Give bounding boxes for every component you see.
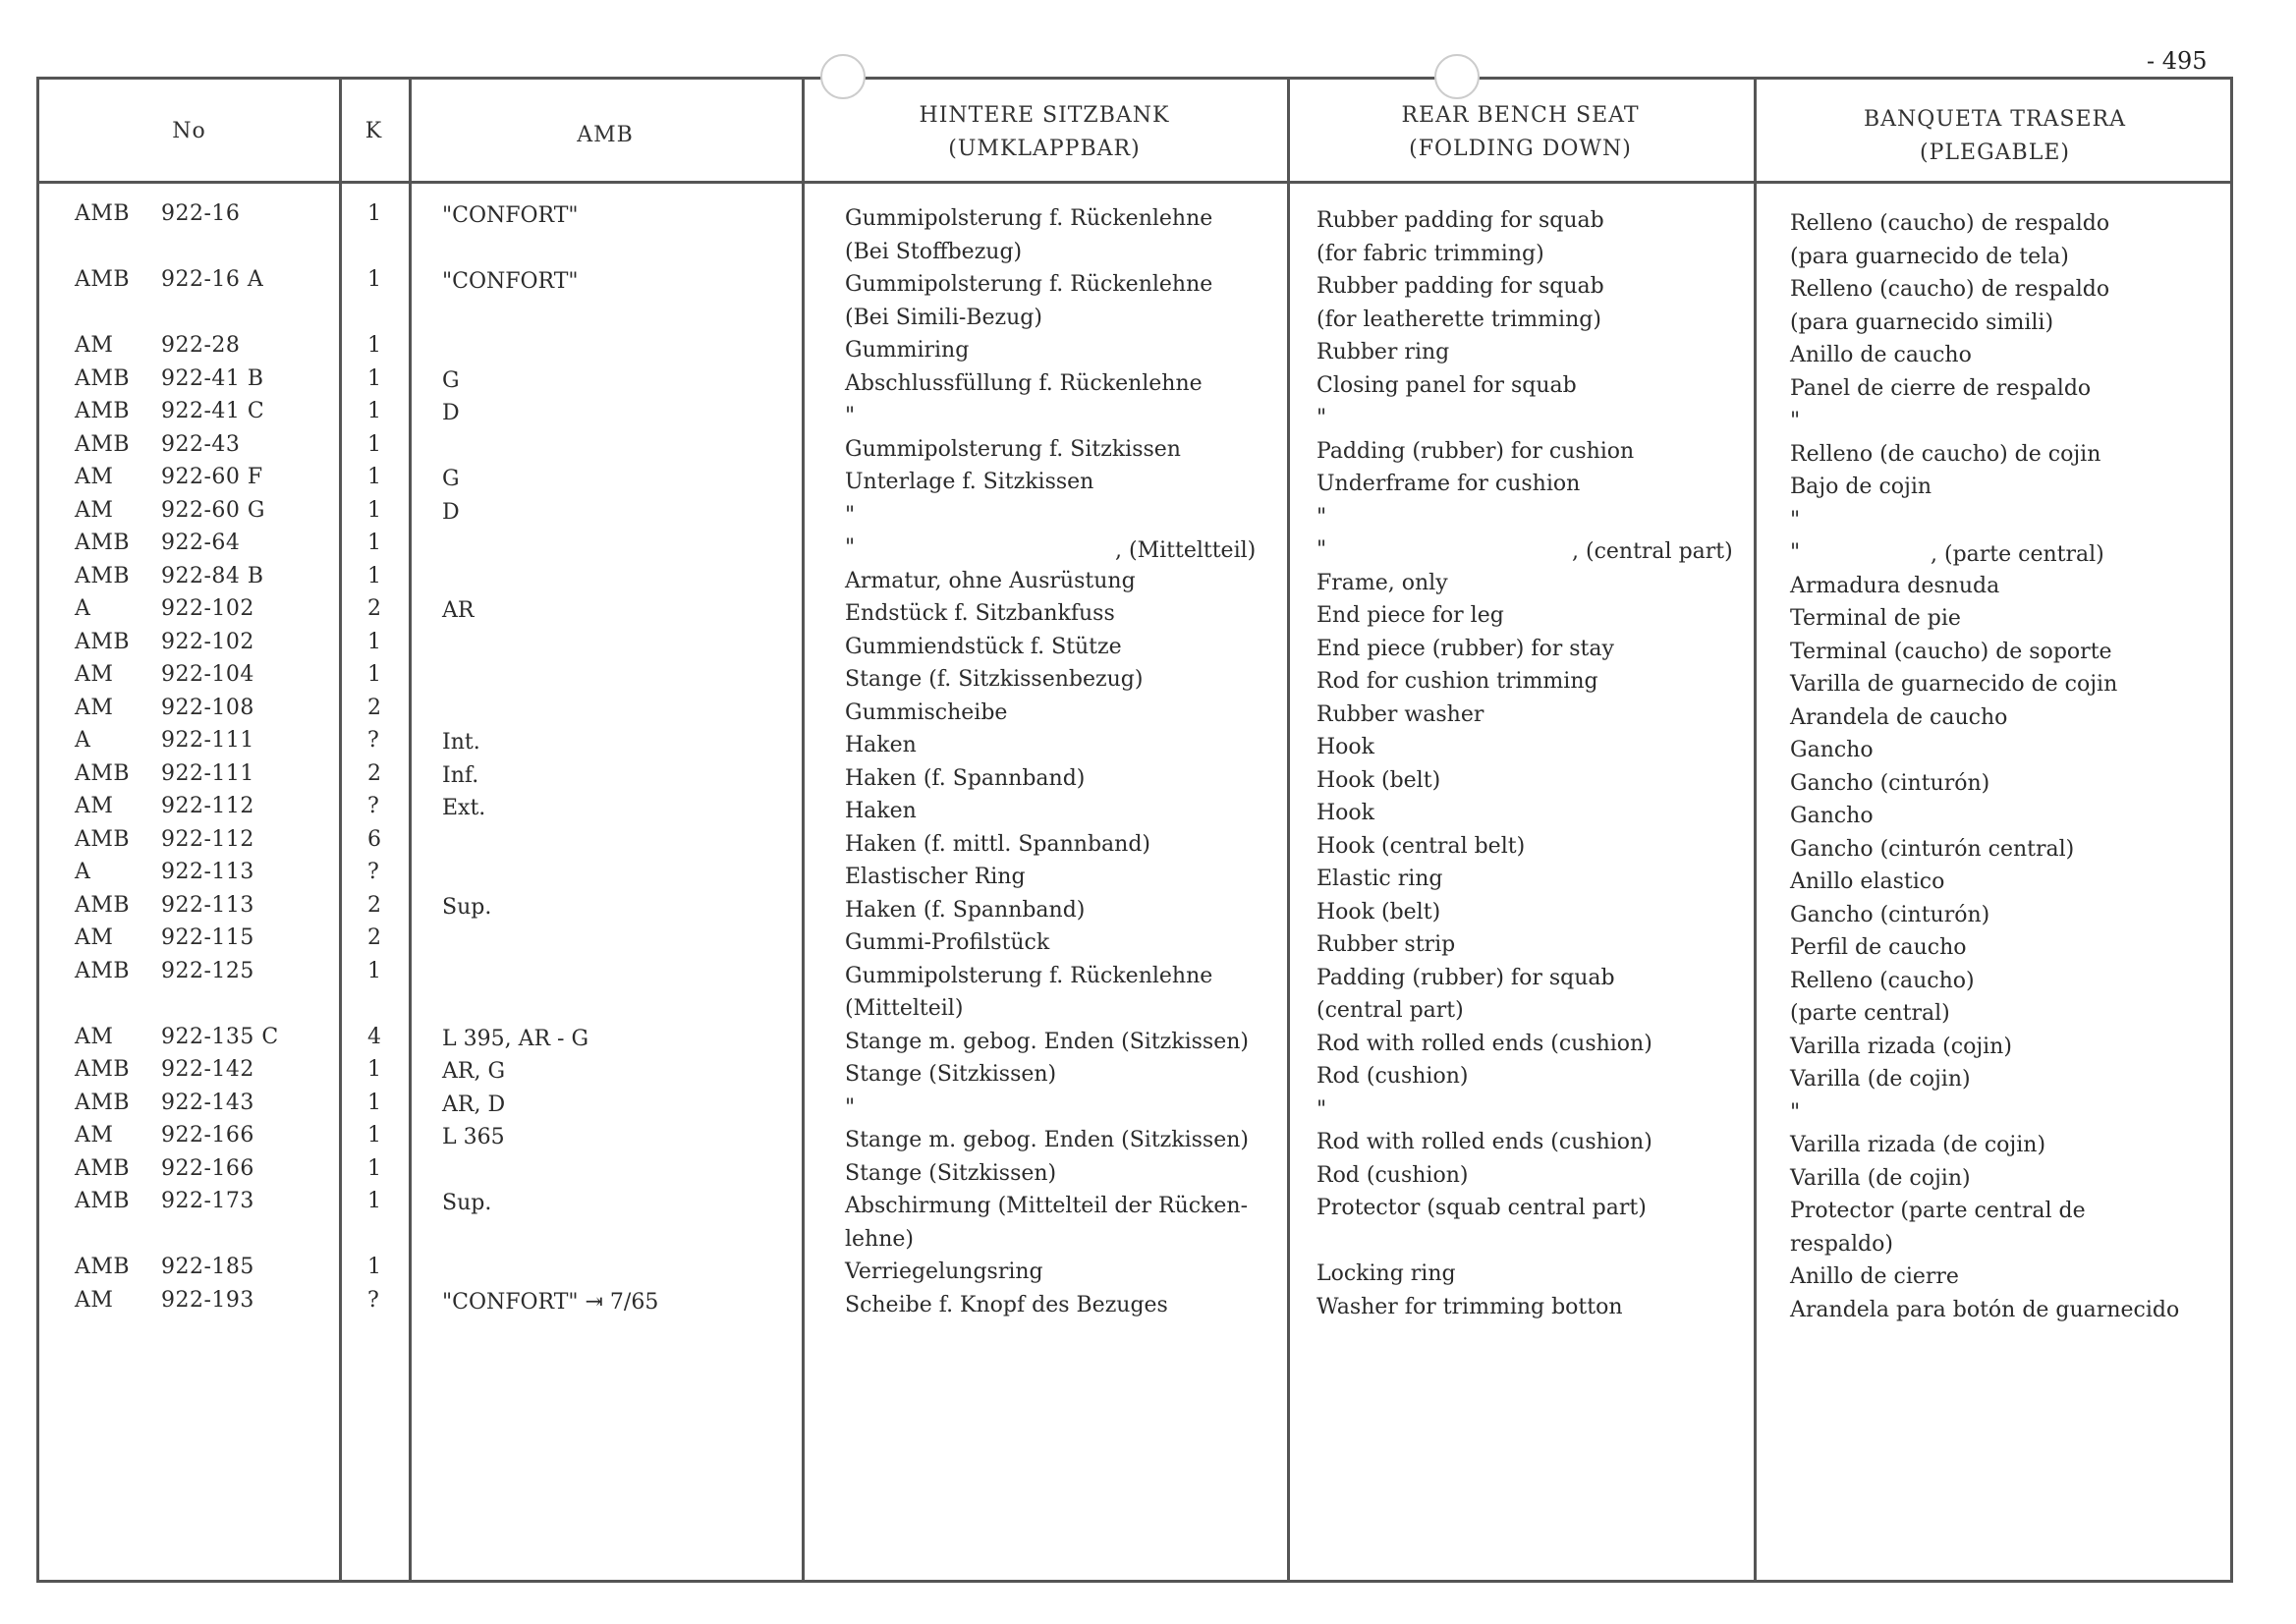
row-german: Stange m. gebog. Enden (Sitzkissen) <box>845 1029 1249 1054</box>
header-german <box>802 99 1287 166</box>
row-english: Rubber strip <box>1316 932 1456 957</box>
row-german: lehne) <box>845 1226 914 1252</box>
row-english: Hook (central belt) <box>1316 833 1526 859</box>
punch-hole <box>1434 54 1480 99</box>
row-part-number: 922-104 <box>161 662 254 687</box>
row-part-number: 922-173 <box>161 1189 254 1213</box>
row-english: Rubber padding for squab <box>1316 274 1604 299</box>
row-german: Haken <box>845 799 917 823</box>
row-spanish: Panel de cierre de respaldo <box>1790 375 2092 401</box>
header-english <box>1287 99 1754 166</box>
row-prefix: AMB <box>75 563 131 588</box>
row-english: Hook <box>1316 735 1375 759</box>
row-english: " <box>1316 1096 1327 1122</box>
row-german: " <box>845 404 856 428</box>
row-quantity: 1 <box>367 497 382 523</box>
row-german: (Bei Simili-Bezug) <box>845 305 1042 330</box>
row-german: Scheibe f. Knopf des Bezuges <box>845 1292 1168 1317</box>
row-part-number: 922-135 C <box>161 1024 279 1049</box>
row-prefix: AM <box>75 695 114 720</box>
row-prefix: A <box>75 860 91 884</box>
row-amb: AR, G <box>442 1059 506 1084</box>
row-spanish: Gancho (cinturón) <box>1790 902 1990 927</box>
row-spanish: Varilla (de cojin) <box>1790 1067 1971 1092</box>
row-english: (for leatherette trimming) <box>1316 307 1601 332</box>
row-part-number: 922-41 B <box>161 365 264 391</box>
row-quantity: 1 <box>367 399 382 423</box>
row-quantity: 1 <box>367 1123 382 1148</box>
divider-no-k <box>339 80 342 1580</box>
row-amb: G <box>442 367 460 393</box>
header-spanish <box>1754 103 2236 170</box>
punch-hole <box>820 54 866 99</box>
row-german: Armatur, ohne Ausrüstung <box>845 568 1136 593</box>
row-german: Gummiring <box>845 338 970 363</box>
row-part-number: 922-102 <box>161 629 254 654</box>
row-prefix: AMB <box>75 892 131 918</box>
row-spanish: Gancho <box>1790 738 1874 762</box>
row-spanish: Bajo de cojin <box>1790 475 1932 499</box>
row-german: Haken (f. mittl. Spannband) <box>845 831 1150 857</box>
row-amb: AR <box>442 598 475 623</box>
row-amb: L 395, AR - G <box>442 1026 589 1051</box>
row-german: Gummipolsterung f. Rückenlehne <box>845 206 1213 231</box>
row-prefix: AMB <box>75 1090 131 1115</box>
row-part-number: 922-43 <box>161 431 241 457</box>
row-german: Haken (f. Spannband) <box>845 897 1086 923</box>
header-divider <box>39 181 2230 184</box>
divider-amb-de <box>802 80 805 1580</box>
row-amb: AR, D <box>442 1092 506 1117</box>
row-prefix: AM <box>75 662 114 687</box>
row-german: Gummipolsterung f. Rückenlehne <box>845 963 1213 988</box>
row-prefix: A <box>75 596 91 621</box>
row-german: Gummischeibe <box>845 700 1008 725</box>
row-quantity: 1 <box>367 465 382 489</box>
row-quantity: 2 <box>367 925 382 950</box>
row-german: Gummiendstück f. Stütze <box>845 634 1122 659</box>
row-spanish: Perfil de caucho <box>1790 935 1967 960</box>
row-spanish: Varilla de guarnecido de cojin <box>1790 672 2118 697</box>
row-part-number: 922-28 <box>161 333 241 358</box>
row-spanish: Gancho (cinturón) <box>1790 770 1990 796</box>
row-prefix: AMB <box>75 629 131 654</box>
row-spanish: Relleno (de caucho) de cojin <box>1790 441 2101 467</box>
row-spanish: (parte central) <box>1790 1001 1950 1026</box>
row-spanish: " <box>1790 540 1801 565</box>
row-part-number: 922-166 <box>161 1123 254 1148</box>
row-quantity: 2 <box>367 892 382 918</box>
row-english: Rod (cushion) <box>1316 1162 1469 1188</box>
row-part-number: 922-41 C <box>161 399 265 423</box>
row-amb: L 365 <box>442 1125 505 1149</box>
row-english: (central part) <box>1316 998 1464 1023</box>
row-part-number: 922-108 <box>161 695 254 720</box>
row-prefix: AMB <box>75 1189 131 1213</box>
row-english: Hook (belt) <box>1316 899 1441 924</box>
row-spanish: " <box>1790 409 1801 433</box>
row-prefix: AMB <box>75 201 131 226</box>
row-english: Rod with rolled ends (cushion) <box>1316 1031 1652 1056</box>
row-quantity: ? <box>367 728 380 753</box>
row-english: Locking ring <box>1316 1261 1456 1286</box>
row-quantity: 2 <box>367 760 382 786</box>
row-english: Rubber ring <box>1316 340 1450 364</box>
row-german: " <box>845 502 856 528</box>
row-spanish: Arandela para botón de guarnecido <box>1790 1297 2180 1322</box>
row-part-number: 922-60 F <box>161 465 263 489</box>
row-part-number: 922-112 <box>161 794 254 818</box>
row-prefix: AM <box>75 497 114 523</box>
row-spanish: Anillo de caucho <box>1790 343 1972 367</box>
row-spanish: Relleno (caucho) <box>1790 968 1975 993</box>
row-prefix: AM <box>75 794 114 818</box>
row-part-number: 922-84 B <box>161 563 264 588</box>
row-prefix: AMB <box>75 399 131 423</box>
row-amb: Ext. <box>442 796 486 820</box>
header-spanish-line1: BANQUETA TRASERA <box>1863 107 2126 132</box>
row-prefix: AMB <box>75 1255 131 1279</box>
row-spanish: Anillo elastico <box>1790 869 1945 894</box>
row-english: End piece for leg <box>1316 603 1504 628</box>
row-amb: "CONFORT" ⇥ 7/65 <box>442 1289 659 1315</box>
header-english-line1: REAR BENCH SEAT <box>1401 103 1640 128</box>
row-spanish: Relleno (caucho) de respaldo <box>1790 211 2110 236</box>
row-part-number: 922-64 <box>161 531 241 555</box>
header-german-line1: HINTERE SITZBANK <box>919 103 1170 128</box>
row-english: Padding (rubber) for cushion <box>1316 438 1635 464</box>
row-part-number: 922-60 G <box>161 497 265 523</box>
divider-k-amb <box>409 80 412 1580</box>
row-part-number: 922-111 <box>161 760 254 786</box>
row-prefix: AM <box>75 1024 114 1049</box>
row-prefix: AM <box>75 333 114 358</box>
row-german: Stange (Sitzkissen) <box>845 1160 1057 1186</box>
row-quantity: 4 <box>367 1024 382 1049</box>
header-spanish-line2: (PLEGABLE) <box>1920 140 2070 165</box>
row-english: " <box>1316 504 1327 530</box>
spanish-suffix: , (parte central) <box>1931 542 2104 567</box>
row-german: Endstück f. Sitzbankfuss <box>845 601 1115 626</box>
row-part-number: 922-113 <box>161 860 254 884</box>
row-prefix: AMB <box>75 531 131 555</box>
row-english: Elastic ring <box>1316 867 1443 891</box>
row-prefix: AMB <box>75 958 131 983</box>
row-part-number: 922-112 <box>161 826 254 852</box>
row-prefix: A <box>75 728 91 753</box>
row-amb: Sup. <box>442 894 492 920</box>
row-english: Protector (squab central part) <box>1316 1196 1647 1220</box>
row-english: Closing panel for squab <box>1316 372 1577 398</box>
row-quantity: 1 <box>367 1255 382 1279</box>
row-quantity: 1 <box>367 431 382 457</box>
english-suffix: , (central part) <box>1572 539 1733 564</box>
row-amb: Sup. <box>442 1191 492 1215</box>
parts-table <box>36 77 2233 1583</box>
row-german: (Bei Stoffbezug) <box>845 239 1023 264</box>
row-german: Stange (Sitzkissen) <box>845 1062 1057 1087</box>
row-english: Rod with rolled ends (cushion) <box>1316 1130 1652 1154</box>
row-english: End piece (rubber) for stay <box>1316 636 1614 661</box>
row-english: Rod (cushion) <box>1316 1064 1469 1089</box>
row-spanish: Anillo de cierre <box>1790 1264 1959 1289</box>
row-english: Rubber washer <box>1316 701 1484 727</box>
row-english: Frame, only <box>1316 570 1448 595</box>
header-german-line2: (UMKLAPPBAR) <box>948 137 1141 161</box>
row-prefix: AMB <box>75 826 131 852</box>
row-english: Rod for cushion trimming <box>1316 669 1598 694</box>
row-part-number: 922-113 <box>161 892 254 918</box>
row-prefix: AMB <box>75 760 131 786</box>
row-quantity: 1 <box>367 365 382 391</box>
row-quantity: ? <box>367 860 380 884</box>
row-quantity: 6 <box>367 826 382 852</box>
row-german: Haken (f. Spannband) <box>845 765 1086 791</box>
row-part-number: 922-143 <box>161 1090 254 1115</box>
row-german: " <box>845 535 856 560</box>
row-english: Underframe for cushion <box>1316 472 1581 496</box>
row-quantity: ? <box>367 794 380 818</box>
row-english: " <box>1316 406 1327 430</box>
row-quantity: 2 <box>367 596 382 621</box>
row-english: Hook (belt) <box>1316 767 1441 793</box>
row-quantity: 1 <box>367 629 382 654</box>
row-english: Rubber padding for squab <box>1316 208 1604 233</box>
header-english-line2: (FOLDING DOWN) <box>1409 137 1632 161</box>
header-k: K <box>364 119 383 143</box>
row-german: Abschlussfüllung f. Rückenlehne <box>845 370 1203 396</box>
row-amb: D <box>442 499 460 525</box>
row-quantity: 1 <box>367 1189 382 1213</box>
row-amb: G <box>442 467 460 491</box>
row-german: Gummipolsterung f. Sitzkissen <box>845 436 1181 462</box>
row-german: Gummipolsterung f. Rückenlehne <box>845 272 1213 297</box>
header-amb: AMB <box>577 123 634 147</box>
row-quantity: 1 <box>367 563 382 588</box>
german-suffix: , (Mitteltteil) <box>1115 538 1257 563</box>
row-part-number: 922-115 <box>161 925 254 950</box>
row-prefix: AMB <box>75 1057 131 1082</box>
divider-de-en <box>1287 80 1290 1580</box>
row-quantity: 1 <box>367 531 382 555</box>
row-spanish: Terminal de pie <box>1790 606 1961 631</box>
row-quantity: 1 <box>367 1155 382 1181</box>
row-quantity: 1 <box>367 267 382 292</box>
row-spanish: Gancho (cinturón central) <box>1790 836 2075 862</box>
page-number: - 495 <box>2147 47 2208 75</box>
row-prefix: AM <box>75 465 114 489</box>
row-german: Abschirmung (Mittelteil der Rücken- <box>845 1194 1249 1218</box>
row-quantity: 1 <box>367 333 382 358</box>
row-spanish: respaldo) <box>1790 1231 1893 1257</box>
row-part-number: 922-16 <box>161 201 241 226</box>
row-german: Verriegelungsring <box>845 1260 1043 1284</box>
row-quantity: 1 <box>367 201 382 226</box>
row-prefix: AMB <box>75 431 131 457</box>
row-part-number: 922-193 <box>161 1287 254 1313</box>
row-spanish: Gancho <box>1790 804 1874 828</box>
row-prefix: AM <box>75 1287 114 1313</box>
row-english: (for fabric trimming) <box>1316 241 1544 266</box>
row-spanish: (para guarnecido simili) <box>1790 309 2054 335</box>
row-spanish: Protector (parte central de <box>1790 1199 2086 1223</box>
row-part-number: 922-185 <box>161 1255 254 1279</box>
row-quantity: 1 <box>367 662 382 687</box>
row-english: " <box>1316 537 1327 562</box>
row-amb: D <box>442 401 460 425</box>
row-english: Hook <box>1316 801 1375 825</box>
row-quantity: 1 <box>367 1090 382 1115</box>
row-german: (Mittelteil) <box>845 996 964 1021</box>
row-prefix: AM <box>75 925 114 950</box>
row-prefix: AMB <box>75 1155 131 1181</box>
row-amb: Inf. <box>442 762 479 788</box>
row-german: Elastischer Ring <box>845 865 1026 889</box>
row-quantity: 2 <box>367 695 382 720</box>
row-part-number: 922-111 <box>161 728 254 753</box>
row-spanish: Varilla rizada (de cojin) <box>1790 1133 2046 1157</box>
row-german: Haken <box>845 733 917 757</box>
row-spanish: Armadura desnuda <box>1790 573 2000 598</box>
row-german: Unterlage f. Sitzkissen <box>845 470 1094 494</box>
row-german: Stange m. gebog. Enden (Sitzkissen) <box>845 1128 1249 1152</box>
header-no: No <box>172 119 206 143</box>
row-part-number: 922-125 <box>161 958 254 983</box>
row-prefix: AMB <box>75 365 131 391</box>
row-english: Washer for trimming botton <box>1316 1294 1623 1319</box>
row-part-number: 922-166 <box>161 1155 254 1181</box>
row-amb: Int. <box>442 730 480 755</box>
row-spanish: Varilla (de cojin) <box>1790 1165 1971 1191</box>
row-spanish: " <box>1790 1099 1801 1125</box>
row-spanish: Arandela de caucho <box>1790 704 2008 730</box>
row-amb: "CONFORT" <box>442 203 579 228</box>
row-spanish: Relleno (caucho) de respaldo <box>1790 277 2110 302</box>
row-english: Padding (rubber) for squab <box>1316 965 1615 990</box>
row-spanish: (para guarnecido de tela) <box>1790 244 2069 269</box>
row-spanish: " <box>1790 507 1801 532</box>
row-german: Stange (f. Sitzkissenbezug) <box>845 667 1144 692</box>
row-spanish: Varilla rizada (cojin) <box>1790 1034 2012 1059</box>
row-prefix: AM <box>75 1123 114 1148</box>
row-quantity: 1 <box>367 958 382 983</box>
row-prefix: AMB <box>75 267 131 292</box>
row-german: Gummi-Profilstück <box>845 930 1050 955</box>
row-quantity: 1 <box>367 1057 382 1082</box>
row-part-number: 922-16 A <box>161 267 264 292</box>
divider-en-es <box>1754 80 1757 1580</box>
row-quantity: ? <box>367 1287 380 1313</box>
row-german: " <box>845 1094 856 1120</box>
row-amb: "CONFORT" <box>442 269 579 294</box>
row-spanish: Terminal (caucho) de soporte <box>1790 639 2112 664</box>
row-part-number: 922-102 <box>161 596 254 621</box>
row-part-number: 922-142 <box>161 1057 254 1082</box>
